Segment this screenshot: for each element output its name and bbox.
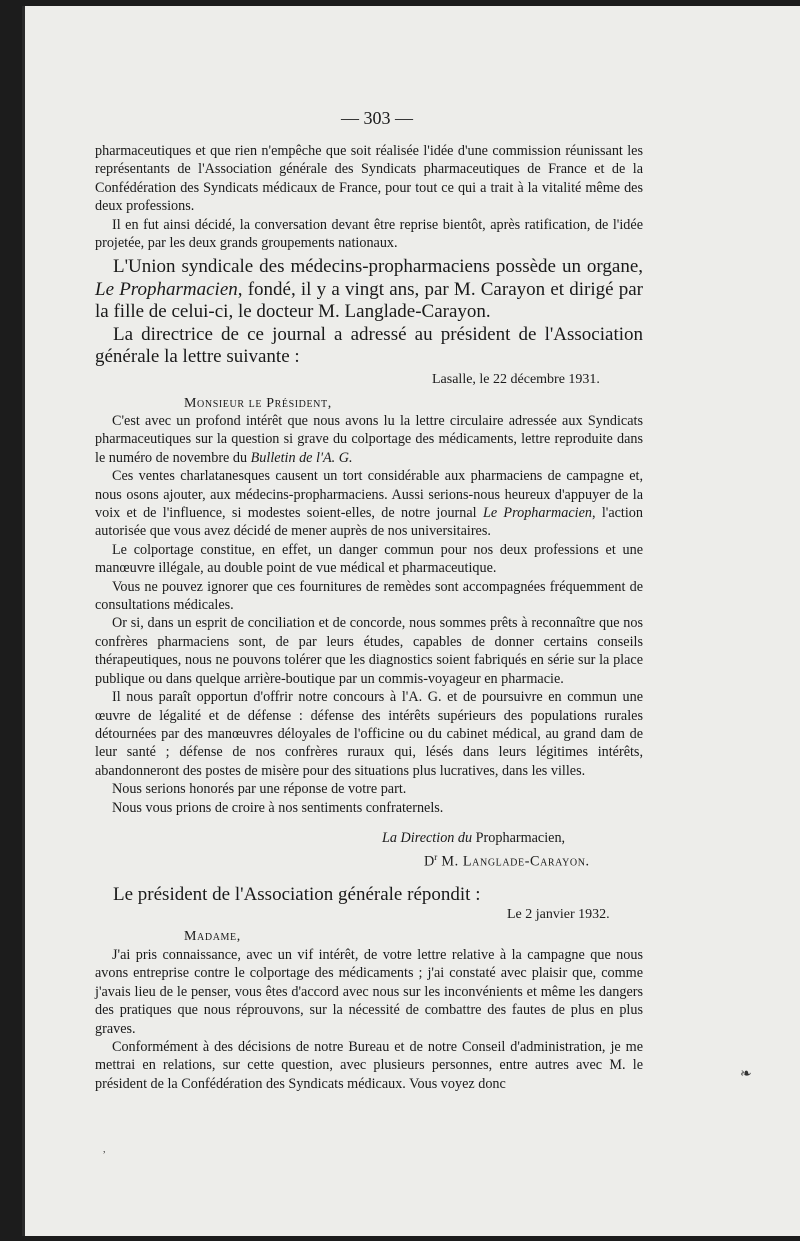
letter2-paragraph-2: Conformément à des décisions de notre Bureau et de notre Conseil d'administration, je me mettrai en relations, sur cette question, avec plusieurs personnes, entre autres avec M. le président de la Confédération des Syndicats médicaux. Vous voyez donc	[95, 1039, 643, 1092]
intro-propharmacien	[95, 256, 643, 369]
letter2-date: Le 2 janvier 1932.	[507, 907, 610, 922]
letter1-signature-line-1: La Direction du Propharmacien,	[382, 830, 566, 846]
ink-mark: ❧	[740, 1067, 752, 1082]
letter1-paragraph-1: C'est avec un profond intérêt que nous avons lu la lettre circulaire adressée aux Syndicats pharmaceutiques sur la question si grave du colportage des médicaments, lettre reproduite dans le numéro de novembre du Bulletin de l'A. G.	[95, 413, 643, 466]
letter1-paragraph-5: Or si, dans un esprit de conciliation et de concorde, nous sommes prêts à reconnaître que nos confrères pharmaciens sont, de par leurs études, capables de donner certains conseils thérapeutiques, nous ne pouvons tolérer que les diagnostics soient fabriqués en série sur la place publique ou dans quelque arrière-boutique par un commis-voyageur en pharmacie.	[95, 615, 643, 687]
letter1-paragraph-3: Le colportage constitue, en effet, un danger commun pour nos deux professions et une manœuvre illégale, au double point de vue médical et pharmaceutique.	[95, 541, 643, 577]
ink-speck: ,	[103, 1144, 106, 1155]
intro-paragraph-2: La directrice de ce journal a adressé au président de l'Association générale la lettre suivante :	[95, 323, 643, 368]
page-number: — 303 —	[341, 108, 413, 128]
intro-paragraph-3: Le président de l'Association générale répondit :	[113, 884, 481, 905]
continued-text	[95, 142, 643, 252]
letter2-paragraph-1: J'ai pris connaissance, avec un vif intérêt, de votre lettre relative à la campagne que nous avons entreprise contre le colportage des médicaments ; j'ai constaté avec plaisir que, comme j'avais lieu de le penser, vous êtes d'accord avec nous sur les inconvénients et même les dangers des pratiques que nous réprouvons, sur la nécessité de combattre des fautes de plus en plus graves.	[95, 947, 643, 1037]
letter1-signature-line-2: $D^r$ M. Langlade-Carayon.	[424, 852, 590, 870]
binding-edge	[22, 6, 25, 1236]
letter1-paragraph-4: Vous ne pouvez ignorer que ces fournitures de remèdes sont accompagnées fréquemment de consultations médicales.	[95, 578, 643, 614]
letter1-paragraph-8: Nous vous prions de croire à nos sentiments confraternels.	[112, 799, 444, 816]
intro-reply	[95, 884, 643, 907]
paragraph-continued: pharmaceutiques et que rien n'empêche que soit réalisée l'idée d'une commission réunissant les représentants de l'Association générale des Syndicats pharmaceutiques de France et de la Confédération des Syndicats médicaux de France, pour tout ce qui a trait à la vitalité même des deux professions.	[95, 143, 643, 215]
letter1-paragraph-6: Il nous paraît opportun d'offrir notre concours à l'A. G. et de poursuivre en commun une œuvre de légalité et de défense : défense des intérêts supérieurs des populations rurales détournées par des manœuvres déloyales de l'officine ou du cabinet médical, au grand dam de leur santé ; défense de nos confrères ruraux qui, lésés dans leurs légitimes intérêts, abandonneront des postes de misère pour des situations plus lucratives, dans les villes.	[95, 689, 643, 779]
letter1-salutation: Monsieur le Président,	[184, 396, 332, 411]
intro-paragraph-1: L'Union syndicale des médecins-propharmaciens possède un organe, Le Propharmacien, fondé, il y a vingt ans, par M. Carayon et dirigé par la fille de celui-ci, le docteur M. Langlade-Carayon.	[95, 256, 643, 323]
letter1-date: Lasalle, le 22 décembre 1931.	[432, 372, 600, 387]
letter1-body	[95, 412, 643, 817]
letter1-paragraph-7: Nous serions honorés par une réponse de votre part.	[112, 781, 407, 798]
letter1-paragraph-2: Ces ventes charlatanesques causent un tort considérable aux pharmaciens de campagne et, nous osons ajouter, aux médecins-propharmaciens. Aussi serions-nous heureux d'appuyer de la voix et de l'influence, si modestes soient-elles, de notre journal Le Propharmacien, l'action autorisée que vous avez décidé de mener auprès de nos universitaires.	[95, 468, 643, 540]
letter2-body	[95, 946, 643, 1093]
letter2-salutation: Madame,	[184, 929, 241, 944]
paragraph-decision: Il en fut ainsi décidé, la conversation devant être reprise bientôt, après ratification, de l'idée projetée, par les deux grands groupements nationaux.	[95, 216, 643, 252]
